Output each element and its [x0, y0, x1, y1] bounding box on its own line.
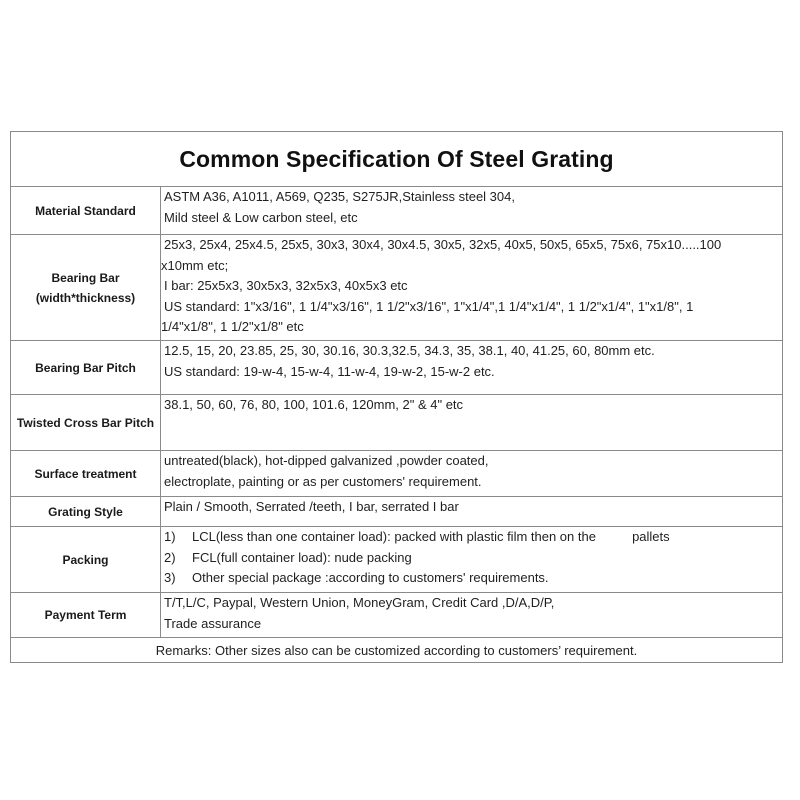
packing-item	[164, 568, 782, 589]
label-grating-style: Grating Style	[11, 497, 161, 527]
value-material-standard	[161, 187, 783, 235]
label-payment-term: Payment Term	[11, 593, 161, 638]
packing-item	[164, 548, 782, 569]
packing-item-text: Other special package :according to customers' requirements.	[192, 570, 549, 585]
label-material-standard: Material Standard	[11, 187, 161, 235]
row-bearing-bar-pitch	[11, 341, 783, 395]
bearing-bar-line-3: I bar: 25x5x3, 30x5x3, 32x5x3, 40x5x3 etc	[164, 278, 408, 293]
specification-table	[10, 131, 783, 663]
row-grating-style	[11, 497, 783, 527]
row-surface-treatment	[11, 451, 783, 497]
packing-item	[164, 527, 782, 548]
value-bearing-bar	[161, 235, 783, 341]
value-bearing-bar-pitch	[161, 341, 783, 395]
bearing-bar-line-5: 1/4"x1/8", 1 1/2"x1/8" etc	[161, 319, 304, 334]
row-bearing-bar	[11, 235, 783, 341]
material-standard-line-2: Mild steel & Low carbon steel, etc	[164, 209, 358, 225]
twisted-cross-bar-pitch-line-1: 38.1, 50, 60, 76, 80, 100, 101.6, 120mm, 2" & 4" etc	[164, 397, 464, 412]
remarks-text: Remarks: Other sizes also can be customized according to customers’ requirement.	[11, 638, 783, 663]
row-twisted-cross-bar-pitch	[11, 395, 783, 451]
bearing-bar-line-4: US standard: 1"x3/16", 1 1/4"x3/16", 1 1/2"x3/16", 1"x1/4",1 1/4"x1/4", 1 1/2"x1/4", 1"x1/8", 1	[164, 298, 694, 314]
value-grating-style	[161, 497, 783, 527]
row-packing	[11, 527, 783, 593]
value-payment-term	[161, 593, 783, 638]
packing-item-number: 2)	[164, 549, 176, 565]
row-material-standard	[11, 187, 783, 235]
grating-style-line-1: Plain / Smooth, Serrated /teeth, I bar, serrated I bar	[164, 499, 459, 514]
label-bearing-bar-line-1: Bearing Bar	[51, 270, 120, 285]
packing-item-text: LCL(less than one container load): packed with plastic film then on the pallets	[192, 529, 670, 544]
row-payment-term	[11, 593, 783, 638]
label-packing: Packing	[11, 527, 161, 593]
label-bearing-bar	[11, 235, 161, 341]
packing-item-number: 3)	[164, 570, 176, 585]
label-twisted-cross-bar-pitch: Twisted Cross Bar Pitch	[11, 395, 161, 451]
bearing-bar-pitch-line-1: 12.5, 15, 20, 23.85, 25, 30, 30.16, 30.3,32.5, 34.3, 35, 38.1, 40, 41.25, 60, 80mm etc.	[164, 343, 655, 358]
bearing-bar-line-2: x10mm etc;	[161, 257, 229, 273]
surface-treatment-line-1: untreated(black), hot-dipped galvanized ,powder coated,	[164, 453, 489, 468]
value-packing	[161, 527, 783, 593]
payment-term-line-2: Trade assurance	[164, 615, 262, 631]
value-surface-treatment	[161, 451, 783, 497]
packing-item-text: FCL(full container load): nude packing	[192, 549, 412, 565]
value-twisted-cross-bar-pitch	[161, 395, 783, 451]
table-title: Common Specification Of Steel Grating	[11, 132, 783, 187]
bearing-bar-pitch-line-2: US standard: 19-w-4, 15-w-4, 11-w-4, 19-w-2, 15-w-2 etc.	[164, 363, 495, 379]
label-bearing-bar-line-2: (width*thickness)	[35, 290, 136, 305]
packing-item-number: 1)	[164, 529, 176, 544]
title-row	[11, 132, 783, 187]
bearing-bar-line-1: 25x3, 25x4, 25x4.5, 25x5, 30x3, 30x4, 30x4.5, 30x5, 32x5, 40x5, 50x5, 65x5, 75x6, 75x10.....100	[164, 237, 722, 252]
material-standard-line-1: ASTM A36, A1011, A569, Q235, S275JR,Stainless steel 304,	[164, 189, 515, 204]
label-surface-treatment: Surface treatment	[11, 451, 161, 497]
label-bearing-bar-pitch: Bearing Bar Pitch	[11, 341, 161, 395]
surface-treatment-line-2: electroplate, painting or as per customers' requirement.	[164, 473, 482, 489]
remarks-row	[11, 638, 783, 663]
payment-term-line-1: T/T,L/C, Paypal, Western Union, MoneyGram, Credit Card ,D/A,D/P,	[164, 595, 555, 610]
